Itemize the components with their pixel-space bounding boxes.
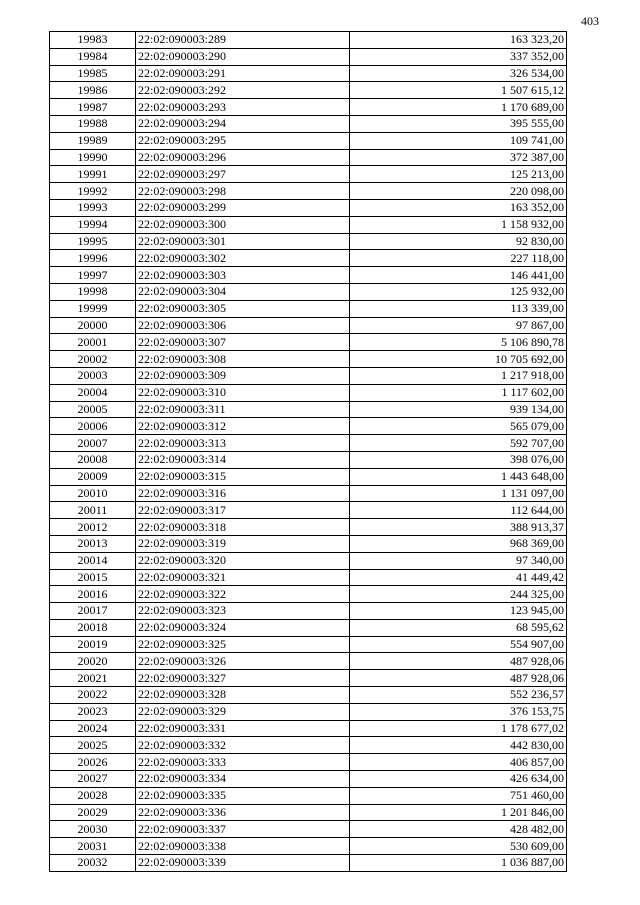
cadastral-number-cell: 22:02:090003:320 <box>136 552 350 569</box>
cadastral-number-cell: 22:02:090003:323 <box>136 603 350 620</box>
cadastral-number-cell: 22:02:090003:322 <box>136 586 350 603</box>
row-number-cell: 19986 <box>50 82 136 99</box>
table-row <box>50 351 567 368</box>
value-cell: 97 340,00 <box>350 552 567 569</box>
value-cell: 552 236,57 <box>350 687 567 704</box>
table-row <box>50 149 567 166</box>
value-cell: 125 932,00 <box>350 283 567 300</box>
table-row <box>50 216 567 233</box>
cadastral-number-cell: 22:02:090003:332 <box>136 737 350 754</box>
value-cell: 326 534,00 <box>350 65 567 82</box>
value-cell: 565 079,00 <box>350 418 567 435</box>
cadastral-number-cell: 22:02:090003:306 <box>136 317 350 334</box>
row-number-cell: 20020 <box>50 653 136 670</box>
row-number-cell: 19990 <box>50 149 136 166</box>
row-number-cell: 20010 <box>50 485 136 502</box>
cadastral-number-cell: 22:02:090003:335 <box>136 787 350 804</box>
cadastral-number-cell: 22:02:090003:333 <box>136 754 350 771</box>
row-number-cell: 20027 <box>50 771 136 788</box>
row-number-cell: 20018 <box>50 619 136 636</box>
row-number-cell: 20009 <box>50 468 136 485</box>
cadastral-number-cell: 22:02:090003:301 <box>136 233 350 250</box>
table-row <box>50 418 567 435</box>
table-row <box>50 485 567 502</box>
table-row <box>50 855 567 872</box>
cadastral-number-cell: 22:02:090003:334 <box>136 771 350 788</box>
table-row <box>50 569 567 586</box>
value-cell: 1 131 097,00 <box>350 485 567 502</box>
value-cell: 227 118,00 <box>350 250 567 267</box>
cadastral-number-cell: 22:02:090003:300 <box>136 216 350 233</box>
row-number-cell: 20008 <box>50 451 136 468</box>
row-number-cell: 20021 <box>50 670 136 687</box>
cadastral-number-cell: 22:02:090003:314 <box>136 451 350 468</box>
cadastral-number-cell: 22:02:090003:302 <box>136 250 350 267</box>
cadastral-number-cell: 22:02:090003:313 <box>136 435 350 452</box>
value-cell: 372 387,00 <box>350 149 567 166</box>
cadastral-number-cell: 22:02:090003:294 <box>136 115 350 132</box>
cadastral-number-cell: 22:02:090003:309 <box>136 367 350 384</box>
value-cell: 1 158 932,00 <box>350 216 567 233</box>
cadastral-number-cell: 22:02:090003:337 <box>136 821 350 838</box>
row-number-cell: 19984 <box>50 48 136 65</box>
value-cell: 1 036 887,00 <box>350 855 567 872</box>
table-row <box>50 502 567 519</box>
value-cell: 487 928,06 <box>350 653 567 670</box>
row-number-cell: 19987 <box>50 99 136 116</box>
value-cell: 751 460,00 <box>350 787 567 804</box>
row-number-cell: 20003 <box>50 367 136 384</box>
row-number-cell: 20011 <box>50 502 136 519</box>
cadastral-number-cell: 22:02:090003:331 <box>136 720 350 737</box>
table-row <box>50 821 567 838</box>
cadastral-number-cell: 22:02:090003:290 <box>136 48 350 65</box>
cadastral-number-cell: 22:02:090003:312 <box>136 418 350 435</box>
table-row <box>50 384 567 401</box>
table-row <box>50 804 567 821</box>
row-number-cell: 20031 <box>50 838 136 855</box>
table-row <box>50 132 567 149</box>
cadastral-number-cell: 22:02:090003:318 <box>136 519 350 536</box>
value-cell: 1 117 602,00 <box>350 384 567 401</box>
table-row <box>50 65 567 82</box>
cadastral-number-cell: 22:02:090003:329 <box>136 703 350 720</box>
value-cell: 1 170 689,00 <box>350 99 567 116</box>
value-cell: 1 201 846,00 <box>350 804 567 821</box>
row-number-cell: 19989 <box>50 132 136 149</box>
row-number-cell: 20004 <box>50 384 136 401</box>
cadastral-number-cell: 22:02:090003:291 <box>136 65 350 82</box>
table-row <box>50 603 567 620</box>
value-cell: 395 555,00 <box>350 115 567 132</box>
row-number-cell: 20005 <box>50 401 136 418</box>
row-number-cell: 20012 <box>50 519 136 536</box>
cadastral-number-cell: 22:02:090003:293 <box>136 99 350 116</box>
value-cell: 398 076,00 <box>350 451 567 468</box>
row-number-cell: 20007 <box>50 435 136 452</box>
table-row <box>50 703 567 720</box>
value-cell: 109 741,00 <box>350 132 567 149</box>
value-cell: 968 369,00 <box>350 535 567 552</box>
table-row <box>50 787 567 804</box>
table-row <box>50 267 567 284</box>
row-number-cell: 19998 <box>50 283 136 300</box>
value-cell: 592 707,00 <box>350 435 567 452</box>
value-cell: 163 323,20 <box>350 32 567 49</box>
cadastral-number-cell: 22:02:090003:295 <box>136 132 350 149</box>
table-row <box>50 233 567 250</box>
cadastral-number-cell: 22:02:090003:325 <box>136 636 350 653</box>
row-number-cell: 19996 <box>50 250 136 267</box>
table-row <box>50 720 567 737</box>
cadastral-number-cell: 22:02:090003:315 <box>136 468 350 485</box>
cadastral-number-cell: 22:02:090003:311 <box>136 401 350 418</box>
row-number-cell: 20030 <box>50 821 136 838</box>
row-number-cell: 19988 <box>50 115 136 132</box>
table-row <box>50 82 567 99</box>
value-cell: 428 482,00 <box>350 821 567 838</box>
table-row <box>50 519 567 536</box>
value-cell: 530 609,00 <box>350 838 567 855</box>
row-number-cell: 19997 <box>50 267 136 284</box>
table-row <box>50 636 567 653</box>
row-number-cell: 20023 <box>50 703 136 720</box>
row-number-cell: 20029 <box>50 804 136 821</box>
value-cell: 388 913,37 <box>350 519 567 536</box>
table-row <box>50 317 567 334</box>
row-number-cell: 20006 <box>50 418 136 435</box>
row-number-cell: 20014 <box>50 552 136 569</box>
row-number-cell: 20028 <box>50 787 136 804</box>
value-cell: 10 705 692,00 <box>350 351 567 368</box>
row-number-cell: 19993 <box>50 199 136 216</box>
cadastral-number-cell: 22:02:090003:338 <box>136 838 350 855</box>
table-row <box>50 653 567 670</box>
table-row <box>50 535 567 552</box>
value-cell: 1 178 677,02 <box>350 720 567 737</box>
cadastral-number-cell: 22:02:090003:299 <box>136 199 350 216</box>
table-row <box>50 619 567 636</box>
cadastral-number-cell: 22:02:090003:297 <box>136 166 350 183</box>
row-number-cell: 19985 <box>50 65 136 82</box>
table-row <box>50 115 567 132</box>
table-row <box>50 552 567 569</box>
row-number-cell: 20000 <box>50 317 136 334</box>
row-number-cell: 19999 <box>50 300 136 317</box>
row-number-cell: 19992 <box>50 183 136 200</box>
value-cell: 1 443 648,00 <box>350 468 567 485</box>
cadastral-number-cell: 22:02:090003:319 <box>136 535 350 552</box>
row-number-cell: 20024 <box>50 720 136 737</box>
row-number-cell: 20016 <box>50 586 136 603</box>
value-cell: 220 098,00 <box>350 183 567 200</box>
row-number-cell: 20002 <box>50 351 136 368</box>
table-row <box>50 183 567 200</box>
cadastral-number-cell: 22:02:090003:339 <box>136 855 350 872</box>
cadastral-number-cell: 22:02:090003:308 <box>136 351 350 368</box>
value-cell: 1 507 615,12 <box>350 82 567 99</box>
table-row <box>50 451 567 468</box>
page-number: 403 <box>581 14 599 28</box>
value-cell: 163 352,00 <box>350 199 567 216</box>
row-number-cell: 20019 <box>50 636 136 653</box>
table-row <box>50 300 567 317</box>
cadastral-number-cell: 22:02:090003:307 <box>136 334 350 351</box>
row-number-cell: 20032 <box>50 855 136 872</box>
table-row <box>50 48 567 65</box>
value-cell: 97 867,00 <box>350 317 567 334</box>
value-cell: 41 449,42 <box>350 569 567 586</box>
row-number-cell: 20025 <box>50 737 136 754</box>
row-number-cell: 19991 <box>50 166 136 183</box>
cadastral-number-cell: 22:02:090003:336 <box>136 804 350 821</box>
table-row <box>50 367 567 384</box>
table-row <box>50 32 567 49</box>
value-cell: 376 153,75 <box>350 703 567 720</box>
value-cell: 123 945,00 <box>350 603 567 620</box>
value-cell: 442 830,00 <box>350 737 567 754</box>
table-row <box>50 99 567 116</box>
row-number-cell: 20022 <box>50 687 136 704</box>
cadastral-number-cell: 22:02:090003:324 <box>136 619 350 636</box>
value-cell: 112 644,00 <box>350 502 567 519</box>
cadastral-number-cell: 22:02:090003:328 <box>136 687 350 704</box>
value-cell: 68 595,62 <box>350 619 567 636</box>
row-number-cell: 20017 <box>50 603 136 620</box>
table-row <box>50 283 567 300</box>
row-number-cell: 20001 <box>50 334 136 351</box>
value-cell: 939 134,00 <box>350 401 567 418</box>
value-cell: 113 339,00 <box>350 300 567 317</box>
cadastral-number-cell: 22:02:090003:310 <box>136 384 350 401</box>
cadastral-number-cell: 22:02:090003:305 <box>136 300 350 317</box>
cadastral-number-cell: 22:02:090003:296 <box>136 149 350 166</box>
table-row <box>50 737 567 754</box>
value-cell: 487 928,06 <box>350 670 567 687</box>
cadastral-number-cell: 22:02:090003:317 <box>136 502 350 519</box>
table-row <box>50 468 567 485</box>
table-row <box>50 334 567 351</box>
value-cell: 406 857,00 <box>350 754 567 771</box>
value-cell: 337 352,00 <box>350 48 567 65</box>
value-cell: 426 634,00 <box>350 771 567 788</box>
row-number-cell: 20026 <box>50 754 136 771</box>
value-cell: 1 217 918,00 <box>350 367 567 384</box>
row-number-cell: 20013 <box>50 535 136 552</box>
table-row <box>50 754 567 771</box>
table-row <box>50 166 567 183</box>
table-row <box>50 838 567 855</box>
table-row <box>50 401 567 418</box>
table-row <box>50 435 567 452</box>
table-row <box>50 199 567 216</box>
cadastral-number-cell: 22:02:090003:316 <box>136 485 350 502</box>
table-row <box>50 771 567 788</box>
table-row <box>50 250 567 267</box>
value-cell: 244 325,00 <box>350 586 567 603</box>
table-body <box>50 32 567 872</box>
row-number-cell: 19994 <box>50 216 136 233</box>
row-number-cell: 19995 <box>50 233 136 250</box>
value-cell: 92 830,00 <box>350 233 567 250</box>
value-cell: 146 441,00 <box>350 267 567 284</box>
cadastral-number-cell: 22:02:090003:326 <box>136 653 350 670</box>
row-number-cell: 20015 <box>50 569 136 586</box>
cadastral-number-cell: 22:02:090003:321 <box>136 569 350 586</box>
cadastral-number-cell: 22:02:090003:304 <box>136 283 350 300</box>
table-row <box>50 586 567 603</box>
row-number-cell: 19983 <box>50 32 136 49</box>
cadastral-number-cell: 22:02:090003:303 <box>136 267 350 284</box>
table-row <box>50 670 567 687</box>
cadastral-number-cell: 22:02:090003:289 <box>136 32 350 49</box>
cadastral-value-table <box>49 31 567 872</box>
value-cell: 5 106 890,78 <box>350 334 567 351</box>
cadastral-number-cell: 22:02:090003:292 <box>136 82 350 99</box>
cadastral-number-cell: 22:02:090003:298 <box>136 183 350 200</box>
value-cell: 125 213,00 <box>350 166 567 183</box>
cadastral-number-cell: 22:02:090003:327 <box>136 670 350 687</box>
table-row <box>50 687 567 704</box>
value-cell: 554 907,00 <box>350 636 567 653</box>
